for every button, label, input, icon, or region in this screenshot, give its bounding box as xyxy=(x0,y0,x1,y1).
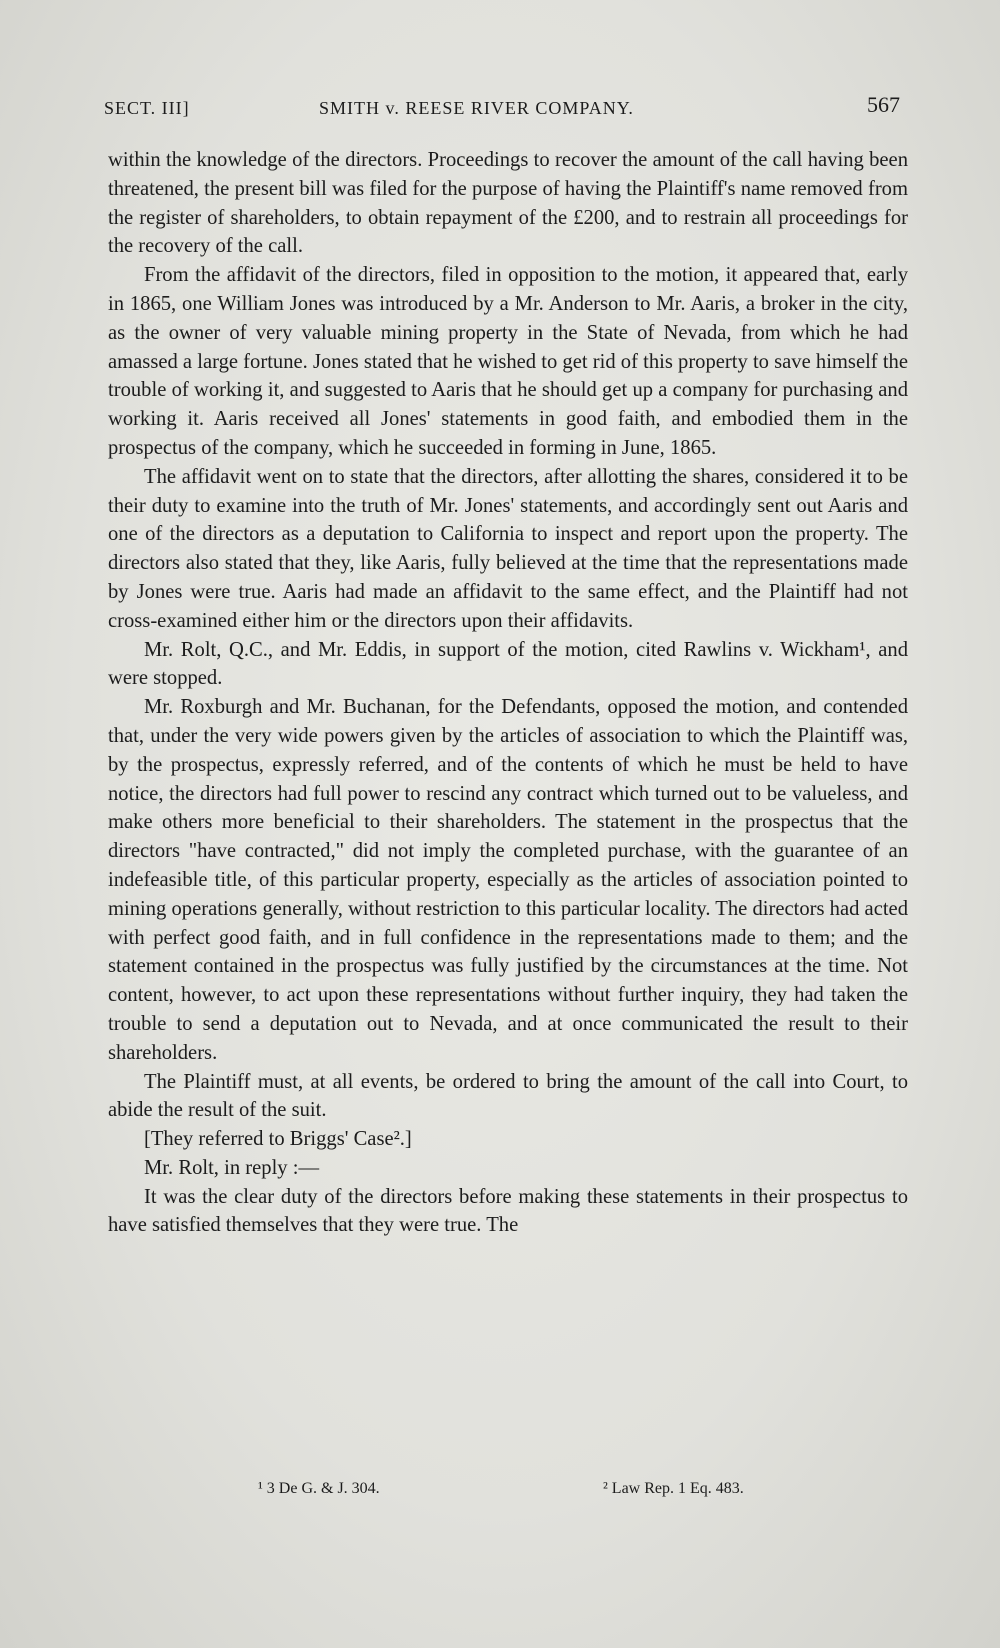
footnote: ² Law Rep. 1 Eq. 483. xyxy=(603,1480,744,1497)
page-number: 567 xyxy=(867,92,900,117)
paragraph: Mr. Rolt, in reply :— xyxy=(144,1156,320,1179)
page-header xyxy=(104,92,904,126)
running-title: SMITH v. REESE RIVER COMPANY. xyxy=(319,98,634,118)
section-label: SECT. III] xyxy=(104,98,190,118)
page-body xyxy=(108,146,908,1240)
footnotes xyxy=(108,1480,908,1508)
paragraph: It was the clear duty of the directors before making these statements in their prospectus to have satisfied themselves that they were true. The xyxy=(108,1185,908,1237)
paragraph: Mr. Roxburgh and Mr. Buchanan, for the Defendants, opposed the motion, and contended that, under the very wide powers given by the articles of association to which the Plaintiff was, by the prospectus, expressly referred, and of the contents of which he must be held to have notice, the directors had full power to rescind any contract which turned out to be valueless, and make others more beneficial to their shareholders. The statement in the prospectus that the directors "have contracted," did not imply the completed purchase, with the guarantee of an indefeasible title, of this particular property, especially as the articles of association pointed to mining operations generally, without restriction to this particular locality. The directors had acted with perfect good faith, and in full confidence in the representations made to them; and the statement contained in the prospectus was fully justified by the circumstances at the time. Not content, however, to act upon these representations without further inquiry, they had taken the trouble to send a deputation out to Nevada, and at once communicated the result to their shareholders. xyxy=(108,696,908,1064)
footnote: ¹ 3 De G. & J. 304. xyxy=(258,1480,380,1497)
paragraph: [They referred to Briggs' Case².] xyxy=(144,1128,412,1151)
paragraph: From the affidavit of the directors, filed in opposition to the motion, it appeared that, early in 1865, one William Jones was introduced by a Mr. Anderson to Mr. Aaris, a broker in the city, as the owner of very valuable mining property in the State of Nevada, from which he had amassed a large fortune. Jones stated that he wished to get rid of this property to save himself the trouble of working it, and suggested to Aaris that he should get up a company for purchasing and working it. Aaris received all Jones' statements in good faith, and embodied them in the prospectus of the company, which he succeeded in forming in June, 1865. xyxy=(108,264,908,459)
paragraph: The affidavit went on to state that the directors, after allotting the shares, considered it to be their duty to examine into the truth of Mr. Jones' statements, and accordingly sent out Aaris and one of the directors as a deputation to California to inspect and report upon the property. The directors also stated that they, like Aaris, fully believed at the time that the representations made by Jones were true. Aaris had made an affidavit to the same effect, and the Plaintiff had not cross-examined either him or the directors upon their affidavits. xyxy=(108,465,908,632)
paragraph: The Plaintiff must, at all events, be ordered to bring the amount of the call into Court, to abide the result of the suit. xyxy=(108,1070,908,1122)
paragraph: Mr. Rolt, Q.C., and Mr. Eddis, in support of the motion, cited Rawlins v. Wickham¹, and were stopped. xyxy=(108,638,908,690)
paragraph: within the knowledge of the directors. Proceedings to recover the amount of the call having been threatened, the present bill was filed for the purpose of having the Plaintiff's name removed from the register of shareholders, to obtain repayment of the £200, and to restrain all proceedings for the recovery of the call. xyxy=(108,149,908,258)
